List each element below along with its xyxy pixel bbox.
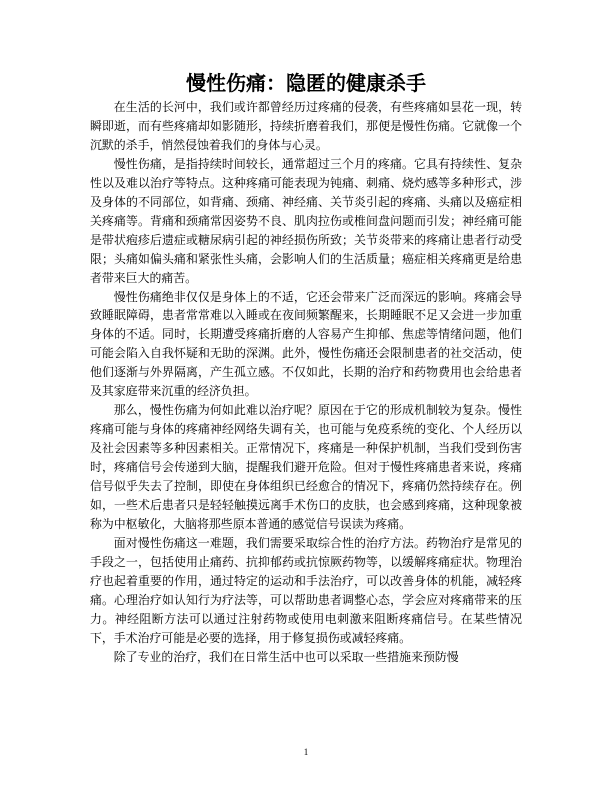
paragraph: 那么，慢性伤痛为何如此难以治疗呢？原因在于它的形成机制较为复杂。慢性疼痛可能与身体的疼痛神经网络失调有关，也可能与免疫系统的变化、个人经历以及社会因素等多种因素相关。正常情况下，疼痛是一种保护机制，当我们受到伤害时，疼痛信号会传递到大脑，提醒我们避开危险。但对于慢性疼痛患者来说，疼痛信号似乎失去了控制，即使在身体组织已经愈合的情况下，疼痛仍然持续存在。例如，一些术后患者只是轻轻触摸远离手术伤口的皮肤，也会感到疼痛，这种现象被称为中枢敏化，大脑将那些原本普通的感觉信号误读为疼痛。 <box>90 403 522 531</box>
paragraph: 慢性伤痛，是指持续时间较长，通常超过三个月的疼痛。它具有持续性、复杂性以及难以治疗等特点。这种疼痛可能表现为钝痛、刺痛、烧灼感等多种形式，涉及身体的不同部位，如背痛、颈痛、神经痛、关节炎引起的疼痛、头痛以及癌症相关疼痛等。背痛和颈痛常因姿势不良、肌肉拉伤或椎间盘问题而引发；神经痛可能是带状疱疹后遗症或糖尿病引起的神经损伤所致；关节炎带来的疼痛让患者行动受限；头痛如偏头痛和紧张性头痛，会影响人们的生活质量；癌症相关疼痛更是给患者带来巨大的痛苦。 <box>90 156 522 285</box>
document-title: 慢性伤痛：隐匿的健康杀手 <box>186 71 426 95</box>
document-body <box>90 98 522 667</box>
paragraph: 在生活的长河中，我们或许都曾经历过疼痛的侵袭，有些疼痛如昙花一现，转瞬即逝，而有些疼痛却如影随形，持续折磨着我们，那便是慢性伤痛。它就像一个沉默的杀手，悄然侵蚀着我们的身体与心灵。 <box>90 100 522 152</box>
page-number: 1 <box>303 747 309 757</box>
paragraph: 除了专业的治疗，我们在日常生活中也可以采取一些措施来预防慢 <box>113 649 459 664</box>
paragraph: 面对慢性伤痛这一难题，我们需要采取综合性的治疗方法。药物治疗是常见的手段之一，包括使用止痛药、抗抑郁药或抗惊厥药物等，以缓解疼痛症状。物理治疗也起着重要的作用，通过特定的运动和手法治疗，可以改善身体的机能，减轻疼痛。心理治疗如认知行为疗法等，可以帮助患者调整心态，学会应对疼痛带来的压力。神经阻断方法可以通过注射药物或使用电刺激来阻断疼痛信号。在某些情况下，手术治疗可能是必要的选择，用于修复损伤或减轻疼痛。 <box>90 535 522 645</box>
paragraph: 慢性伤痛绝非仅仅是身体上的不适，它还会带来广泛而深远的影响。疼痛会导致睡眠障碍，患者常常难以入睡或在夜间频繁醒来，长期睡眠不足又会进一步加重身体的不适。同时，长期遭受疼痛折磨的人容易产生抑郁、焦虑等情绪问题，他们可能会陷入自我怀疑和无助的深渊。此外，慢性伤痛还会限制患者的社交活动，使他们逐渐与外界隔离，产生孤立感。不仅如此，长期的治疗和药物费用也会给患者及其家庭带来沉重的经济负担。 <box>90 289 522 399</box>
